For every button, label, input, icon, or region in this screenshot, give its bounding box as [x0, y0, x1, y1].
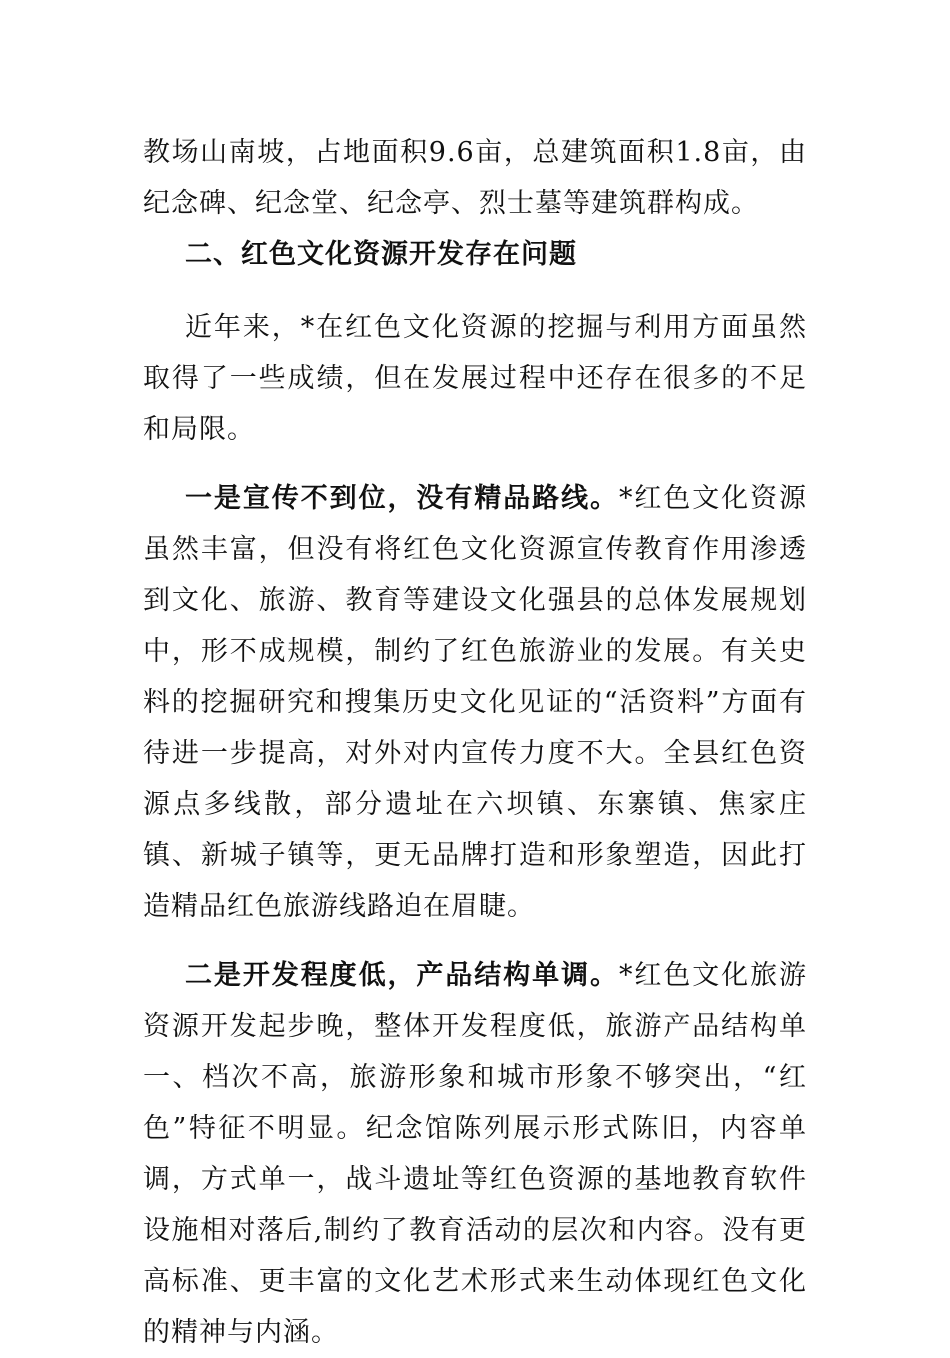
point-one-body: *红色文化资源虽然丰富，但没有将红色文化资源宣传教育作用渗透到文化、旅游、教育等建设文化强县的总体发展规划中，形不成规模，制约了红色旅游业的发展。有关史料的挖掘研究和搜集历史文化见证的“活资料”方面有待进一步提高，对外对内宣传力度不大。全县红色资源点多线散，部分遗址在六坝镇、东寨镇、焦家庄镇、新城子镇等，更无品牌打造和形象塑造，因此打造精品红色旅游线路迫在眉睫。: [143, 483, 808, 922]
point-two-lead: 二是开发程度低，产品结构单调。: [185, 960, 619, 991]
paragraph-point-one: [143, 473, 807, 932]
section-heading: 二、红色文化资源开发存在问题: [185, 239, 577, 270]
paragraph-spacer: [143, 455, 807, 473]
point-one-lead: 一是宣传不到位，没有精品路线。: [185, 483, 619, 514]
paragraph-overview: 近年来，*在红色文化资源的挖掘与利用方面虽然取得了一些成绩，但在发展过程中还存在很多的不足和局限。: [143, 312, 807, 445]
point-two-body: *红色文化旅游资源开发起步晚，整体开发程度低，旅游产品结构单一、档次不高，旅游形象和城市形象不够突出，“红色”特征不明显。纪念馆陈列展示形式陈旧，内容单调，方式单一，战斗遗址等红色资源的基地教育软件设施相对落后,制约了教育活动的层次和内容。没有更高标准、更丰富的文化艺术形式来生动体现红色文化的精神与内涵。: [143, 960, 808, 1348]
document-body: [143, 127, 807, 1358]
paragraph-intro: 教场山南坡，占地面积9.6亩，总建筑面积1.8亩，由纪念碑、纪念堂、纪念亭、烈士墓等建筑群构成。: [143, 137, 807, 219]
paragraph-spacer: [143, 932, 807, 950]
paragraph-point-two: [143, 950, 807, 1358]
